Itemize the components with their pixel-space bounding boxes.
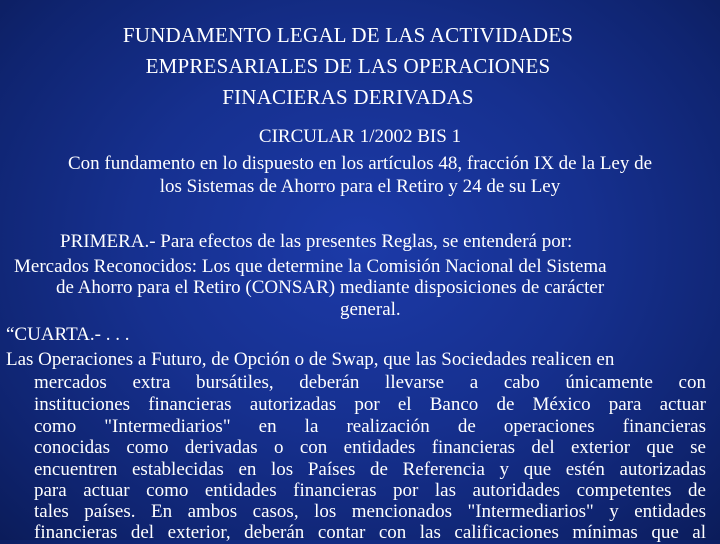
primera-line-3: de Ahorro para el Retiro (CONSAR) mediante disposiciones de carácter [56,277,605,298]
cuarta-line-1: Las Operaciones a Futuro, de Opción o de Swap, que las Sociedades realicen en [6,349,615,370]
title-line-2: EMPRESARIALES DE LAS OPERACIONES [145,54,551,78]
cuarta-line-7: para actuar como entidades financieras por las autoridades competentes de [34,480,706,501]
cuarta-line-2: mercados extra bursátiles, deberán llevarse a cabo únicamente con [34,372,706,393]
cuarta-line-3: instituciones financieras autorizadas por el Banco de México para actuar [34,394,706,415]
title-line-3: FINACIERAS DERIVADAS [222,85,474,109]
cuarta-line-4: como "Intermediarios" en la realización de operaciones financieras [34,416,706,437]
primera-line-2: Mercados Reconocidos: Los que determine la Comisión Nacional del Sistema [14,256,607,277]
circular-text-line-1: Con fundamento en lo dispuesto en los artículos 48, fracción IX de la Ley de [67,153,653,174]
cuarta-line-8: tales países. En ambos casos, los mencionados "Intermediarios" y entidades [34,501,706,522]
cuarta-line-9: financieras del exterior, deberán contar con las calificaciones mínimas que al [34,522,706,543]
primera-line-4: general. [340,299,401,320]
title-line-1: FUNDAMENTO LEGAL DE LAS ACTIVIDADES [122,23,574,47]
cuarta-line-6: encuentren establecidas en los Países de Referencia y que estén autorizadas [34,459,706,480]
circular-heading: CIRCULAR 1/2002 BIS 1 [258,126,462,147]
primera-line-1: PRIMERA.- Para efectos de las presentes Reglas, se entenderá por: [60,231,573,252]
slide-title [20,20,676,113]
circular-text-line-2: los Sistemas de Ahorro para el Retiro y 24 de su Ley [159,176,561,197]
cuarta-line-5: conocidas como derivadas o con entidades financieras del exterior que se [34,437,706,458]
cuarta-heading: “CUARTA.- . . . [6,324,130,345]
